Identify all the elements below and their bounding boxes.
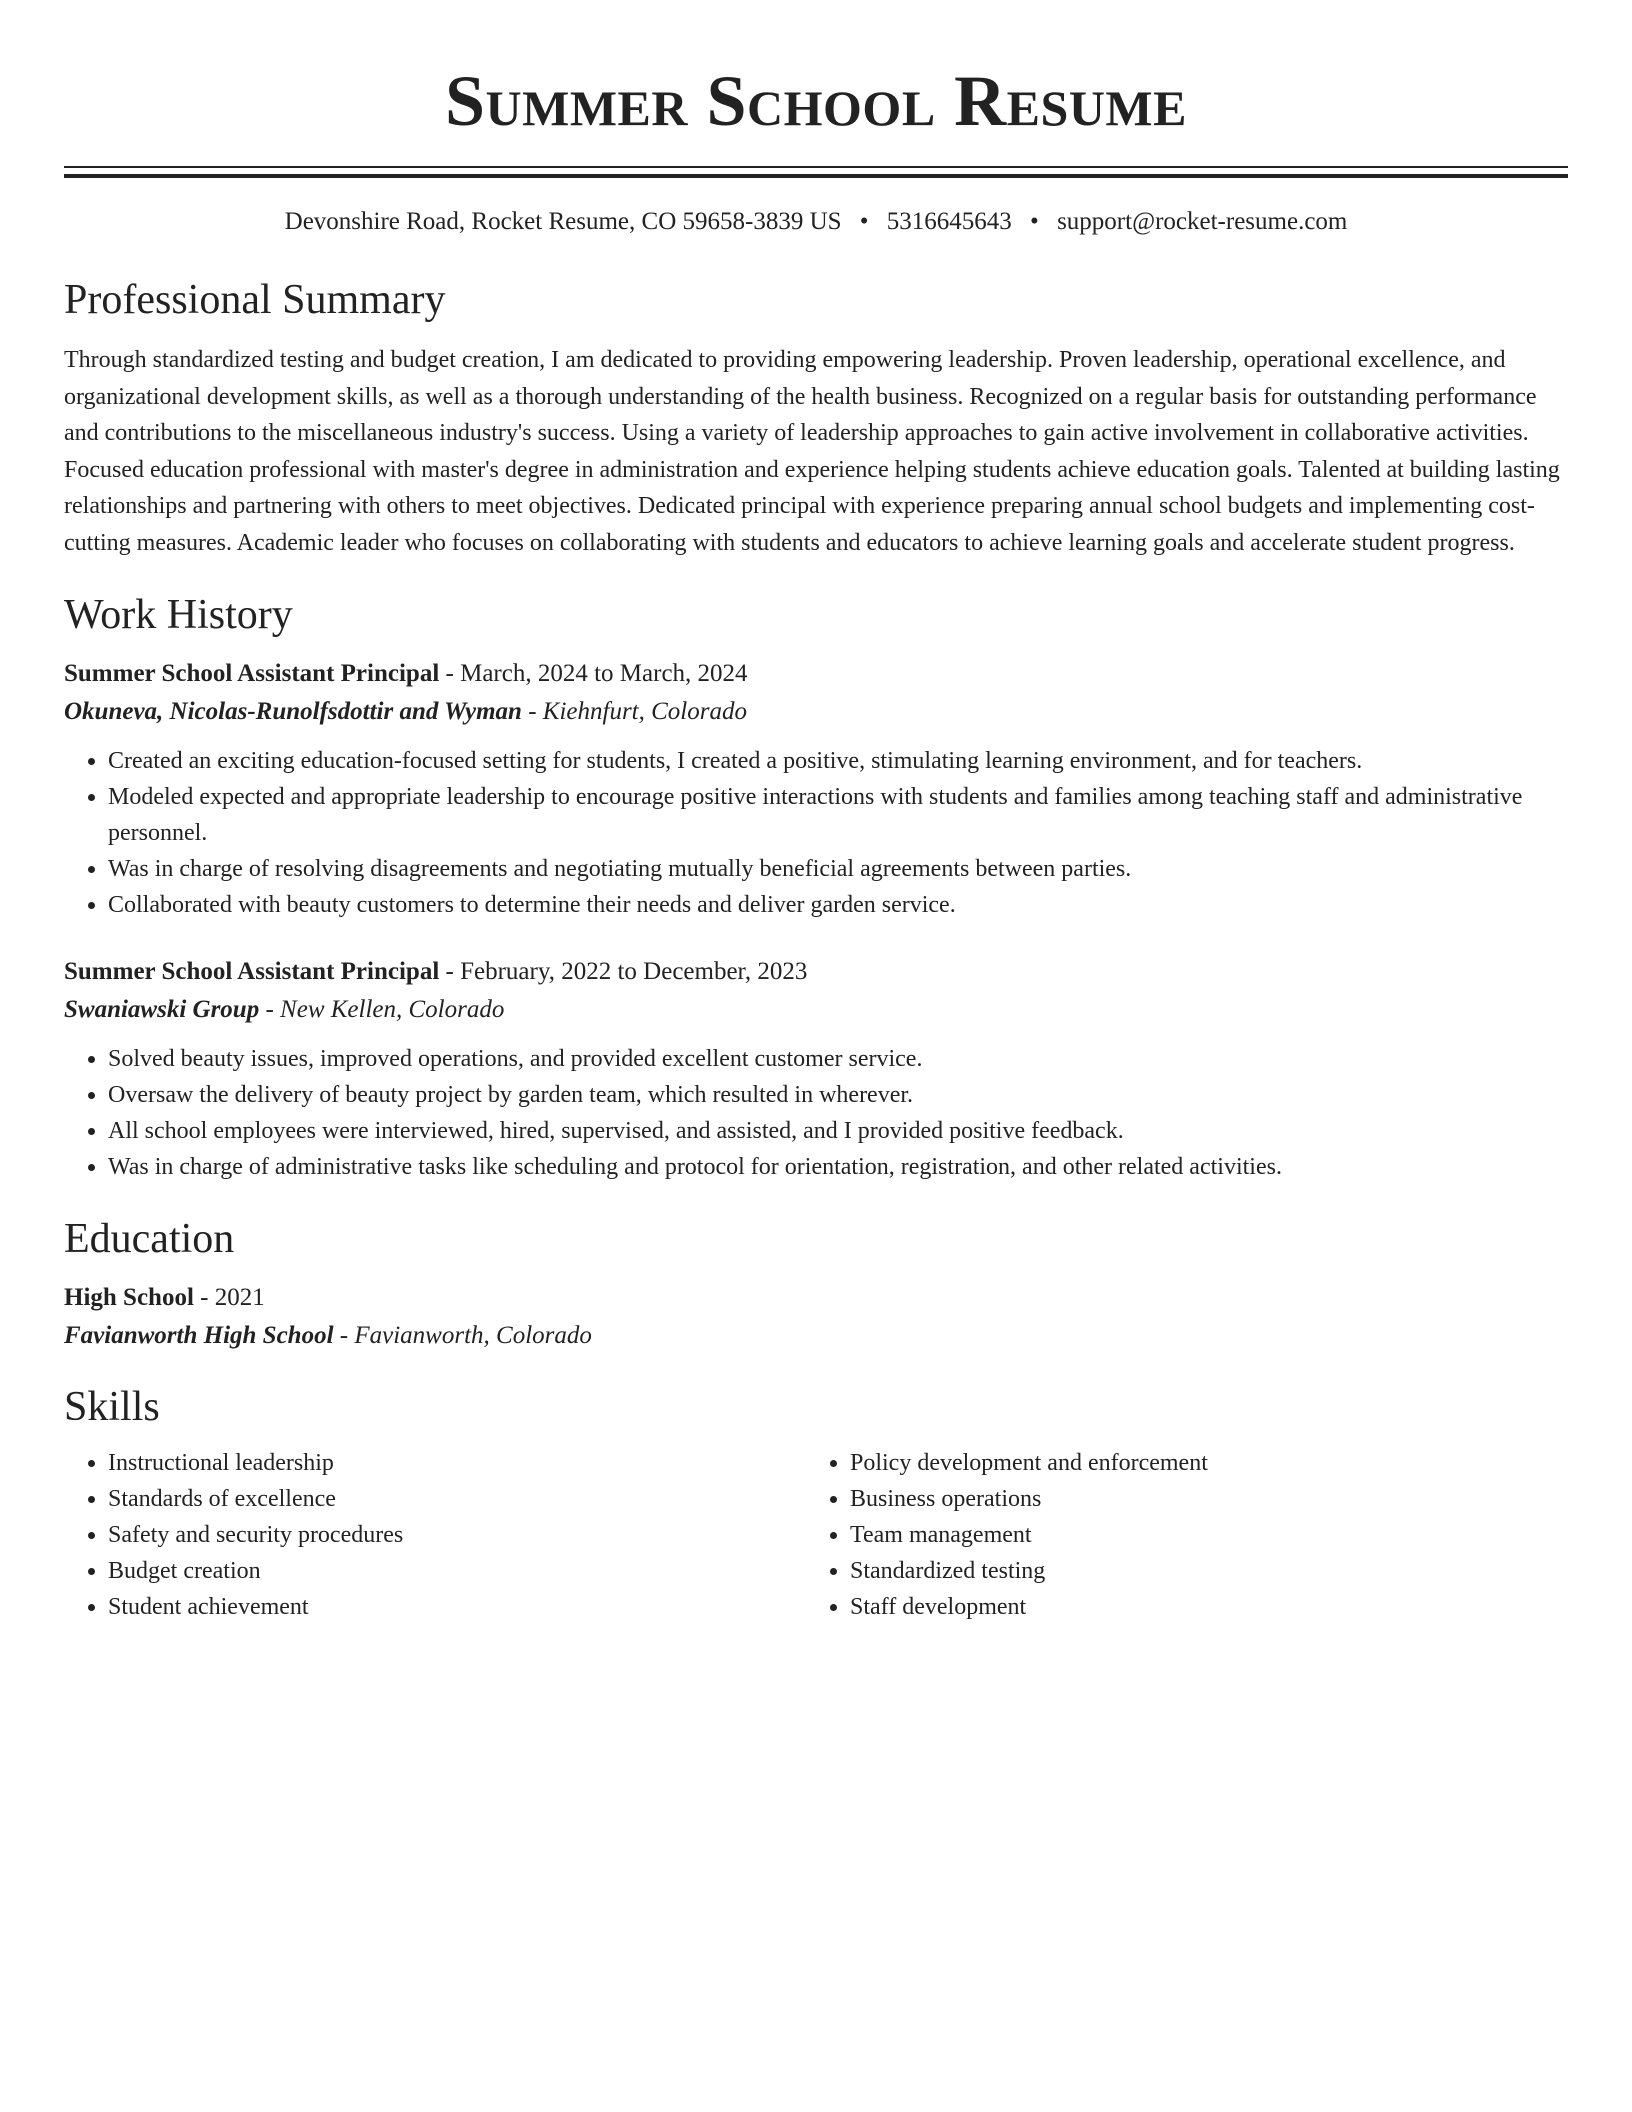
contact-email: support@rocket-resume.com (1057, 208, 1348, 235)
education-degree-line (64, 1279, 1568, 1317)
contact-address: Devonshire Road, Rocket Resume, CO 59658-3839 US (284, 208, 842, 235)
education-degree: High School (64, 1284, 194, 1311)
job-entry (64, 655, 1568, 923)
job-bullet: • Collaborated with beauty customers to determine their needs and deliver garden service. (108, 887, 1568, 923)
job-company-line (64, 991, 1568, 1029)
job-location: - Kiehnfurt, Colorado (521, 698, 747, 725)
skill-item: • Staff development (850, 1589, 1506, 1625)
education-entry (64, 1279, 1568, 1355)
work-history-heading: Work History (64, 592, 293, 638)
job-dates: - March, 2024 to March, 2024 (439, 660, 748, 687)
contact-phone: 5316645643 (886, 208, 1012, 235)
job-bullet: • Modeled expected and appropriate leadership to encourage positive interactions with students and families among teaching staff and administrative personnel. (108, 779, 1568, 851)
job-title-line (64, 953, 1568, 991)
job-position: Summer School Assistant Principal (64, 660, 440, 687)
skill-item: • Standards of excellence (108, 1481, 806, 1517)
job-location: - New Kellen, Colorado (259, 996, 505, 1023)
job-bullet: • Oversaw the delivery of beauty project by garden team, which resulted in wherever. (108, 1077, 1568, 1113)
skills-heading: Skills (64, 1384, 160, 1430)
header-double-rule (64, 166, 1568, 178)
job-company: Okuneva, Nicolas-Runolfsdottir and Wyman (64, 698, 522, 725)
summary-heading: Professional Summary (64, 277, 446, 323)
job-bullet: • All school employees were interviewed, hired, supervised, and assisted, and I provided positive feedback. (108, 1113, 1568, 1149)
skill-item: • Student achievement (108, 1589, 806, 1625)
job-bullet: • Created an exciting education-focused setting for students, I created a positive, stimulating learning environment, and for teachers. (108, 743, 1568, 779)
job-title-line (64, 655, 1568, 693)
skills-list-left (64, 1445, 806, 1625)
skill-item: • Business operations (850, 1481, 1506, 1517)
skill-item: • Safety and security procedures (108, 1517, 806, 1553)
job-dates: - February, 2022 to December, 2023 (439, 958, 808, 985)
job-company-line (64, 693, 1568, 731)
education-school-line (64, 1317, 1568, 1355)
education-heading: Education (64, 1216, 235, 1262)
job-bullet: • Was in charge of resolving disagreements and negotiating mutually beneficial agreements between parties. (108, 851, 1568, 887)
job-position: Summer School Assistant Principal (64, 958, 440, 985)
skills-list-right (806, 1445, 1506, 1625)
education-year: - 2021 (193, 1284, 265, 1311)
job-bullet: • Was in charge of administrative tasks like scheduling and protocol for orientation, registration, and other related activities. (108, 1149, 1568, 1185)
job-entry (64, 953, 1568, 1185)
contact-separator: • (1030, 208, 1039, 235)
skill-item: • Budget creation (108, 1553, 806, 1589)
skill-item: • Standardized testing (850, 1553, 1506, 1589)
skill-item: • Instructional leadership (108, 1445, 806, 1481)
education-location: - Favianworth, Colorado (333, 1322, 592, 1349)
skill-item: • Policy development and enforcement (850, 1445, 1506, 1481)
education-school: Favianworth High School (64, 1322, 334, 1349)
contact-separator: • (859, 208, 869, 235)
skill-item: • Team management (850, 1517, 1506, 1553)
job-bullet: • Solved beauty issues, improved operations, and provided excellent customer service. (108, 1041, 1568, 1077)
job-company: Swaniawski Group (64, 996, 260, 1023)
job-bullet-list (64, 743, 1568, 923)
job-bullet-list (64, 1041, 1568, 1185)
contact-line (64, 206, 1568, 238)
skills-grid (64, 1445, 1568, 1625)
summary-paragraph: Through standardized testing and budget creation, I am dedicated to providing empowering leadership. Proven leadership, operational excellence, and organizational development skills, as well as a thorough understanding of the health business. Recognized on a regular basis for outstanding performance and contributions to the miscellaneous industry's success. Using a variety of leadership approaches to gain active involvement in collaborative activities. Focused education professional with master's degree in administration and experience helping students achieve education goals. Talented at building lasting relationships and partnering with others to meet objectives. Dedicated principal with experience preparing annual school budgets and implementing cost-cutting measures. Academic leader who focuses on collaborating with students and educators to achieve learning goals and accelerate student progress. (64, 347, 1560, 556)
resume-title: Summer School Resume (445, 61, 1187, 141)
